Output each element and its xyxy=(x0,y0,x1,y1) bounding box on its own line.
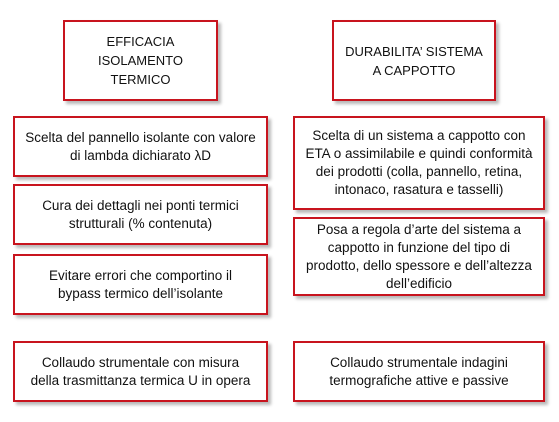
left-item-text: Cura dei dettagli nei ponti termici strutturali (% contenuta) xyxy=(42,197,239,231)
left-item-insulation-panel xyxy=(13,116,268,177)
left-item-thermal-bypass xyxy=(13,254,268,315)
left-item-text: Scelta del pannello isolante con valore di lambda dichiarato λD xyxy=(25,129,256,163)
left-item-thermal-bridges xyxy=(13,184,268,245)
right-item-installation xyxy=(293,217,545,296)
left-item-text: Evitare errori che comportino il bypass termico dell’isolante xyxy=(48,267,233,301)
left-item-transmittance-test xyxy=(13,341,268,402)
right-item-system-choice xyxy=(293,116,545,210)
right-column-header xyxy=(332,20,496,101)
right-column-header-text: DURABILITA’ SISTEMA A CAPPOTTO xyxy=(345,43,483,78)
right-item-text: Collaudo strumentale indagini termografiche attive e passive xyxy=(329,354,509,388)
left-column-header-text: EFFICACIA ISOLAMENTO TERMICO xyxy=(97,34,183,87)
right-item-text: Posa a regola d’arte del sistema a cappotto in funzione del tipo di prodotto, dello spessore e dell’altezza dell’edificio xyxy=(306,221,532,291)
right-item-text: Scelta di un sistema a cappotto con ETA o assimilabile e quindi conformità dei prodotti (colla, pannello, retina, intonaco, rasatura e tasselli) xyxy=(305,128,533,197)
left-column-header xyxy=(63,20,218,101)
right-item-thermographic-test xyxy=(293,341,545,402)
left-item-text: Collaudo strumentale con misura della trasmittanza termica U in opera xyxy=(30,354,251,388)
